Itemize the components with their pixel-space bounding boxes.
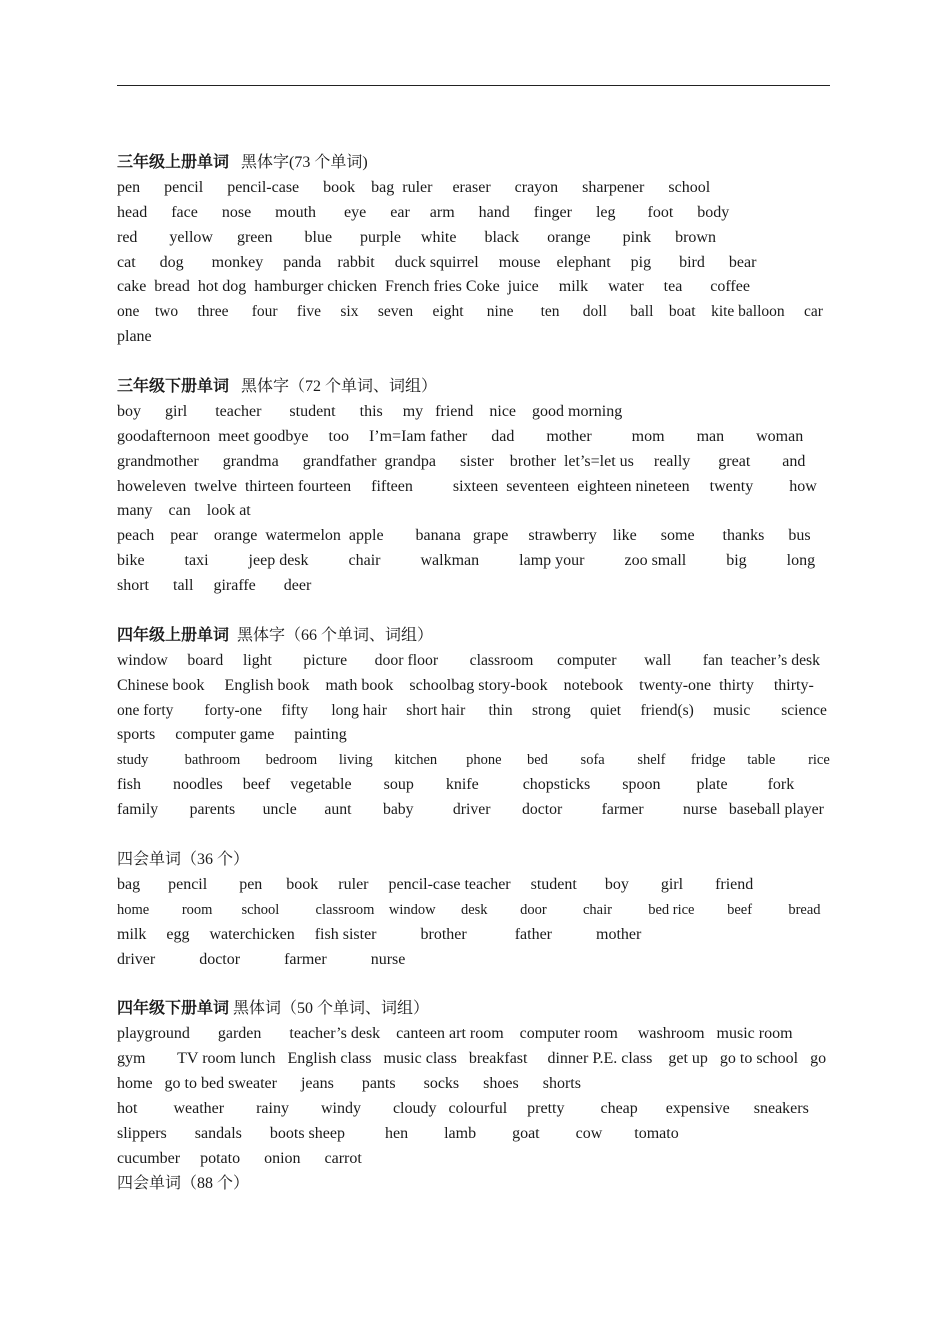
- section-heading-note: 黑体字(73 个单词): [229, 154, 368, 171]
- word-line: home go to bed sweater jeans pants socks shoes shorts: [117, 1074, 581, 1092]
- word-line: one two three four five six seven eight nine ten doll ball boat kite balloon car: [117, 303, 823, 321]
- word-line: plane: [117, 328, 152, 346]
- word-line: driver doctor farmer nurse: [117, 950, 406, 968]
- section-heading-bold: 四年级下册单词: [117, 1000, 230, 1018]
- word-line: cat dog monkey panda rabbit duck squirrel mouse elephant pig bird bear: [117, 253, 757, 271]
- word-line: home room school classroom window desk door chair bed rice beef bread: [117, 901, 821, 918]
- word-line: slippers sandals boots sheep hen lamb goat cow tomato: [117, 1124, 679, 1142]
- section-heading-bold: 三年级下册单词: [117, 378, 230, 396]
- section-heading-bold: 三年级上册单词: [117, 154, 230, 171]
- spacer: [117, 350, 830, 375]
- section-heading: [117, 624, 830, 649]
- section-heading-note: 黑体字（66 个单词、词组）: [229, 626, 434, 644]
- word-line: bike taxi jeep desk chair walkman lamp your zoo small big long: [117, 552, 816, 570]
- section-heading: [117, 848, 830, 873]
- word-line: pen pencil pencil-case book bag ruler eraser crayon sharpener school: [117, 178, 711, 196]
- word-line: goodafternoon meet goodbye too I’m=Iam father dad mother mom man woman: [117, 427, 804, 445]
- spacer: [117, 599, 830, 624]
- word-line: howeleven twelve thirteen fourteen fifteen sixteen seventeen eighteen nineteen twenty how: [117, 477, 817, 495]
- section-heading: [117, 375, 830, 400]
- section-heading: [117, 997, 830, 1022]
- section-heading-note: 四会单词（88 个）: [117, 1174, 250, 1192]
- word-line: red yellow green blue purple white black orange pink brown: [117, 228, 716, 246]
- word-line: cucumber potato onion carrot: [117, 1149, 362, 1167]
- section-heading-bold: 四年级上册单词: [117, 626, 230, 644]
- section-heading-note: 四会单词（36 个）: [117, 850, 250, 868]
- word-line: milk egg waterchicken fish sister brother father mother: [117, 925, 642, 943]
- word-line: cake bread hot dog hamburger chicken French fries Coke juice milk water tea coffee: [117, 278, 750, 296]
- section-heading-note: 黑体字（72 个单词、词组）: [229, 378, 438, 396]
- section-heading-note: 黑体词（50 个单词、词组）: [229, 1000, 430, 1018]
- word-line: bag pencil pen book ruler pencil-case teacher student boy girl friend: [117, 875, 754, 893]
- word-line: short tall giraffe deer: [117, 577, 312, 595]
- word-line: gym TV room lunch English class music class breakfast dinner P.E. class get up go to school go: [117, 1050, 827, 1068]
- word-line: grandmother grandma grandfather grandpa sister brother let’s=let us really great and: [117, 452, 806, 470]
- word-line: study bathroom bedroom living kitchen phone bed sofa shelf fridge table rice: [117, 752, 830, 769]
- word-line: head face nose mouth eye ear arm hand finger leg foot body: [117, 203, 730, 221]
- word-line: sports computer game painting: [117, 726, 347, 744]
- word-line: fish noodles beef vegetable soup knife chopsticks spoon plate fork: [117, 776, 795, 794]
- header-rule: [117, 85, 830, 86]
- word-line: Chinese book English book math book schoolbag story-book notebook twenty-one thirty thirty-: [117, 676, 814, 694]
- spacer: [117, 972, 830, 997]
- word-line: playground garden teacher’s desk canteen art room computer room washroom music room: [117, 1025, 793, 1043]
- word-line: one forty forty-one fifty long hair short hair thin strong quiet friend(s) music science: [117, 701, 827, 719]
- word-line: many can look at: [117, 502, 251, 520]
- vocabulary-document: [117, 151, 830, 1196]
- word-line: peach pear orange watermelon apple banana grape strawberry like some thanks bus: [117, 527, 811, 545]
- section-heading: [117, 1172, 830, 1197]
- word-line: window board light picture door floor classroom computer wall fan teacher’s desk: [117, 651, 821, 669]
- spacer: [117, 823, 830, 848]
- word-line: hot weather rainy windy cloudy colourful pretty cheap expensive sneakers: [117, 1099, 809, 1117]
- word-line: family parents uncle aunt baby driver doctor farmer nurse baseball player: [117, 801, 824, 819]
- section-heading: [117, 151, 830, 176]
- word-line: boy girl teacher student this my friend nice good morning: [117, 402, 623, 420]
